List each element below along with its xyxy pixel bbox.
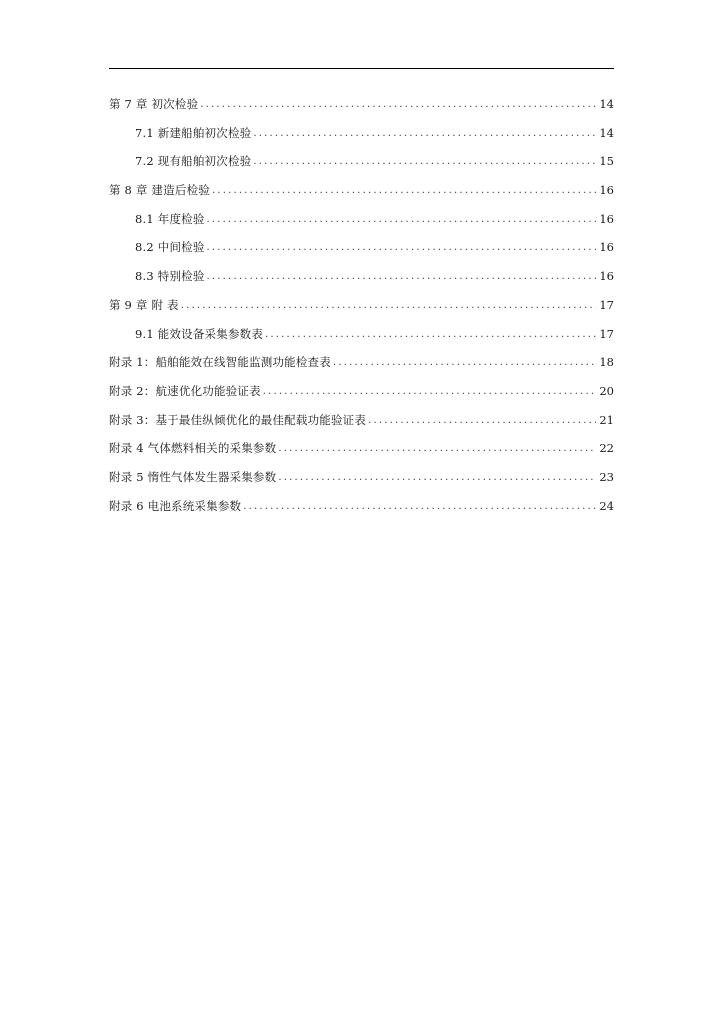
toc-page-number: 16 — [599, 183, 614, 198]
toc-entry-8-2[interactable] — [109, 233, 614, 262]
toc-entry-appendix-5[interactable] — [109, 463, 614, 492]
toc-entry-label: 9.1 能效设备采集参数表 — [135, 326, 264, 341]
toc-leader-dots — [207, 263, 597, 292]
toc-page-number: 17 — [599, 326, 614, 341]
toc-entry-appendix-3[interactable] — [109, 406, 614, 435]
toc-entry-label: 第 7 章 初次检验 — [109, 97, 199, 111]
toc-leader-dots — [207, 206, 597, 235]
toc-page-number: 16 — [599, 269, 614, 284]
toc-page-number: 17 — [599, 297, 614, 312]
toc-leader-dots — [253, 120, 596, 149]
toc-entry-label: 第 8 章 建造后检验 — [109, 183, 210, 198]
toc-leader-dots — [278, 435, 596, 464]
toc-entry-label: 附录 5 惰性气体发生器采集参数 — [109, 469, 277, 484]
toc-page-number: 14 — [599, 125, 614, 140]
toc-leader-dots — [243, 493, 596, 522]
toc-entry-chapter-8[interactable] — [109, 176, 614, 205]
toc-page-number: 15 — [599, 154, 614, 169]
toc-entry-label: 8.3 特别检验 — [135, 269, 205, 284]
toc-page-number: 23 — [599, 469, 614, 484]
toc-entry-chapter-7[interactable] — [109, 90, 614, 119]
toc-entry-7-2[interactable] — [109, 147, 614, 176]
toc-page-number: 24 — [599, 498, 614, 513]
toc-entry-label: 第 9 章 附 表 — [109, 297, 179, 312]
toc-page-number: 22 — [599, 441, 614, 456]
toc-entry-7-1[interactable] — [109, 119, 614, 148]
toc-leader-dots — [265, 321, 596, 350]
toc-entry-label: 附录 6 电池系统采集参数 — [109, 498, 242, 513]
toc-leader-dots — [207, 234, 597, 263]
toc-page-number: 20 — [599, 383, 614, 398]
toc-entry-appendix-1[interactable] — [109, 348, 614, 377]
toc-entry-label: 附录 4 气体燃料相关的采集参数 — [109, 441, 277, 456]
toc-entry-8-1[interactable] — [109, 205, 614, 234]
toc-entry-appendix-4[interactable] — [109, 434, 614, 463]
header-rule — [109, 68, 614, 69]
toc-leader-dots — [200, 91, 596, 120]
toc-leader-dots — [212, 177, 596, 206]
toc-leader-dots — [253, 148, 596, 177]
toc-leader-dots — [278, 464, 596, 493]
toc-page-number: 18 — [599, 355, 614, 370]
toc-entry-label: 附录 1：船舶能效在线智能监测功能检查表 — [109, 355, 331, 370]
toc-entry-8-3[interactable] — [109, 262, 614, 291]
toc-leader-dots — [263, 378, 597, 407]
toc-entry-label: 8.2 中间检验 — [135, 240, 205, 255]
toc-entry-appendix-2[interactable] — [109, 377, 614, 406]
toc-page-number: 16 — [599, 211, 614, 226]
toc-entry-appendix-6[interactable] — [109, 492, 614, 521]
toc-entry-label: 8.1 年度检验 — [135, 211, 205, 226]
toc-entry-label: 附录 3：基于最佳纵倾优化的最佳配载功能验证表 — [109, 412, 367, 427]
toc-page-number: 14 — [599, 97, 614, 111]
toc-page-number: 16 — [599, 240, 614, 255]
toc-entry-chapter-9[interactable] — [109, 291, 614, 320]
toc-leader-dots — [181, 292, 597, 321]
toc-entry-label: 7.1 新建船舶初次检验 — [135, 125, 252, 140]
toc-entry-9-1[interactable] — [109, 320, 614, 349]
toc-page-number: 21 — [599, 412, 614, 427]
toc-entry-label: 7.2 现有船舶初次检验 — [135, 154, 252, 169]
toc-leader-dots — [333, 349, 596, 378]
toc-entry-label: 附录 2：航速优化功能验证表 — [109, 383, 261, 398]
table-of-contents — [109, 90, 614, 520]
toc-leader-dots — [368, 407, 596, 436]
